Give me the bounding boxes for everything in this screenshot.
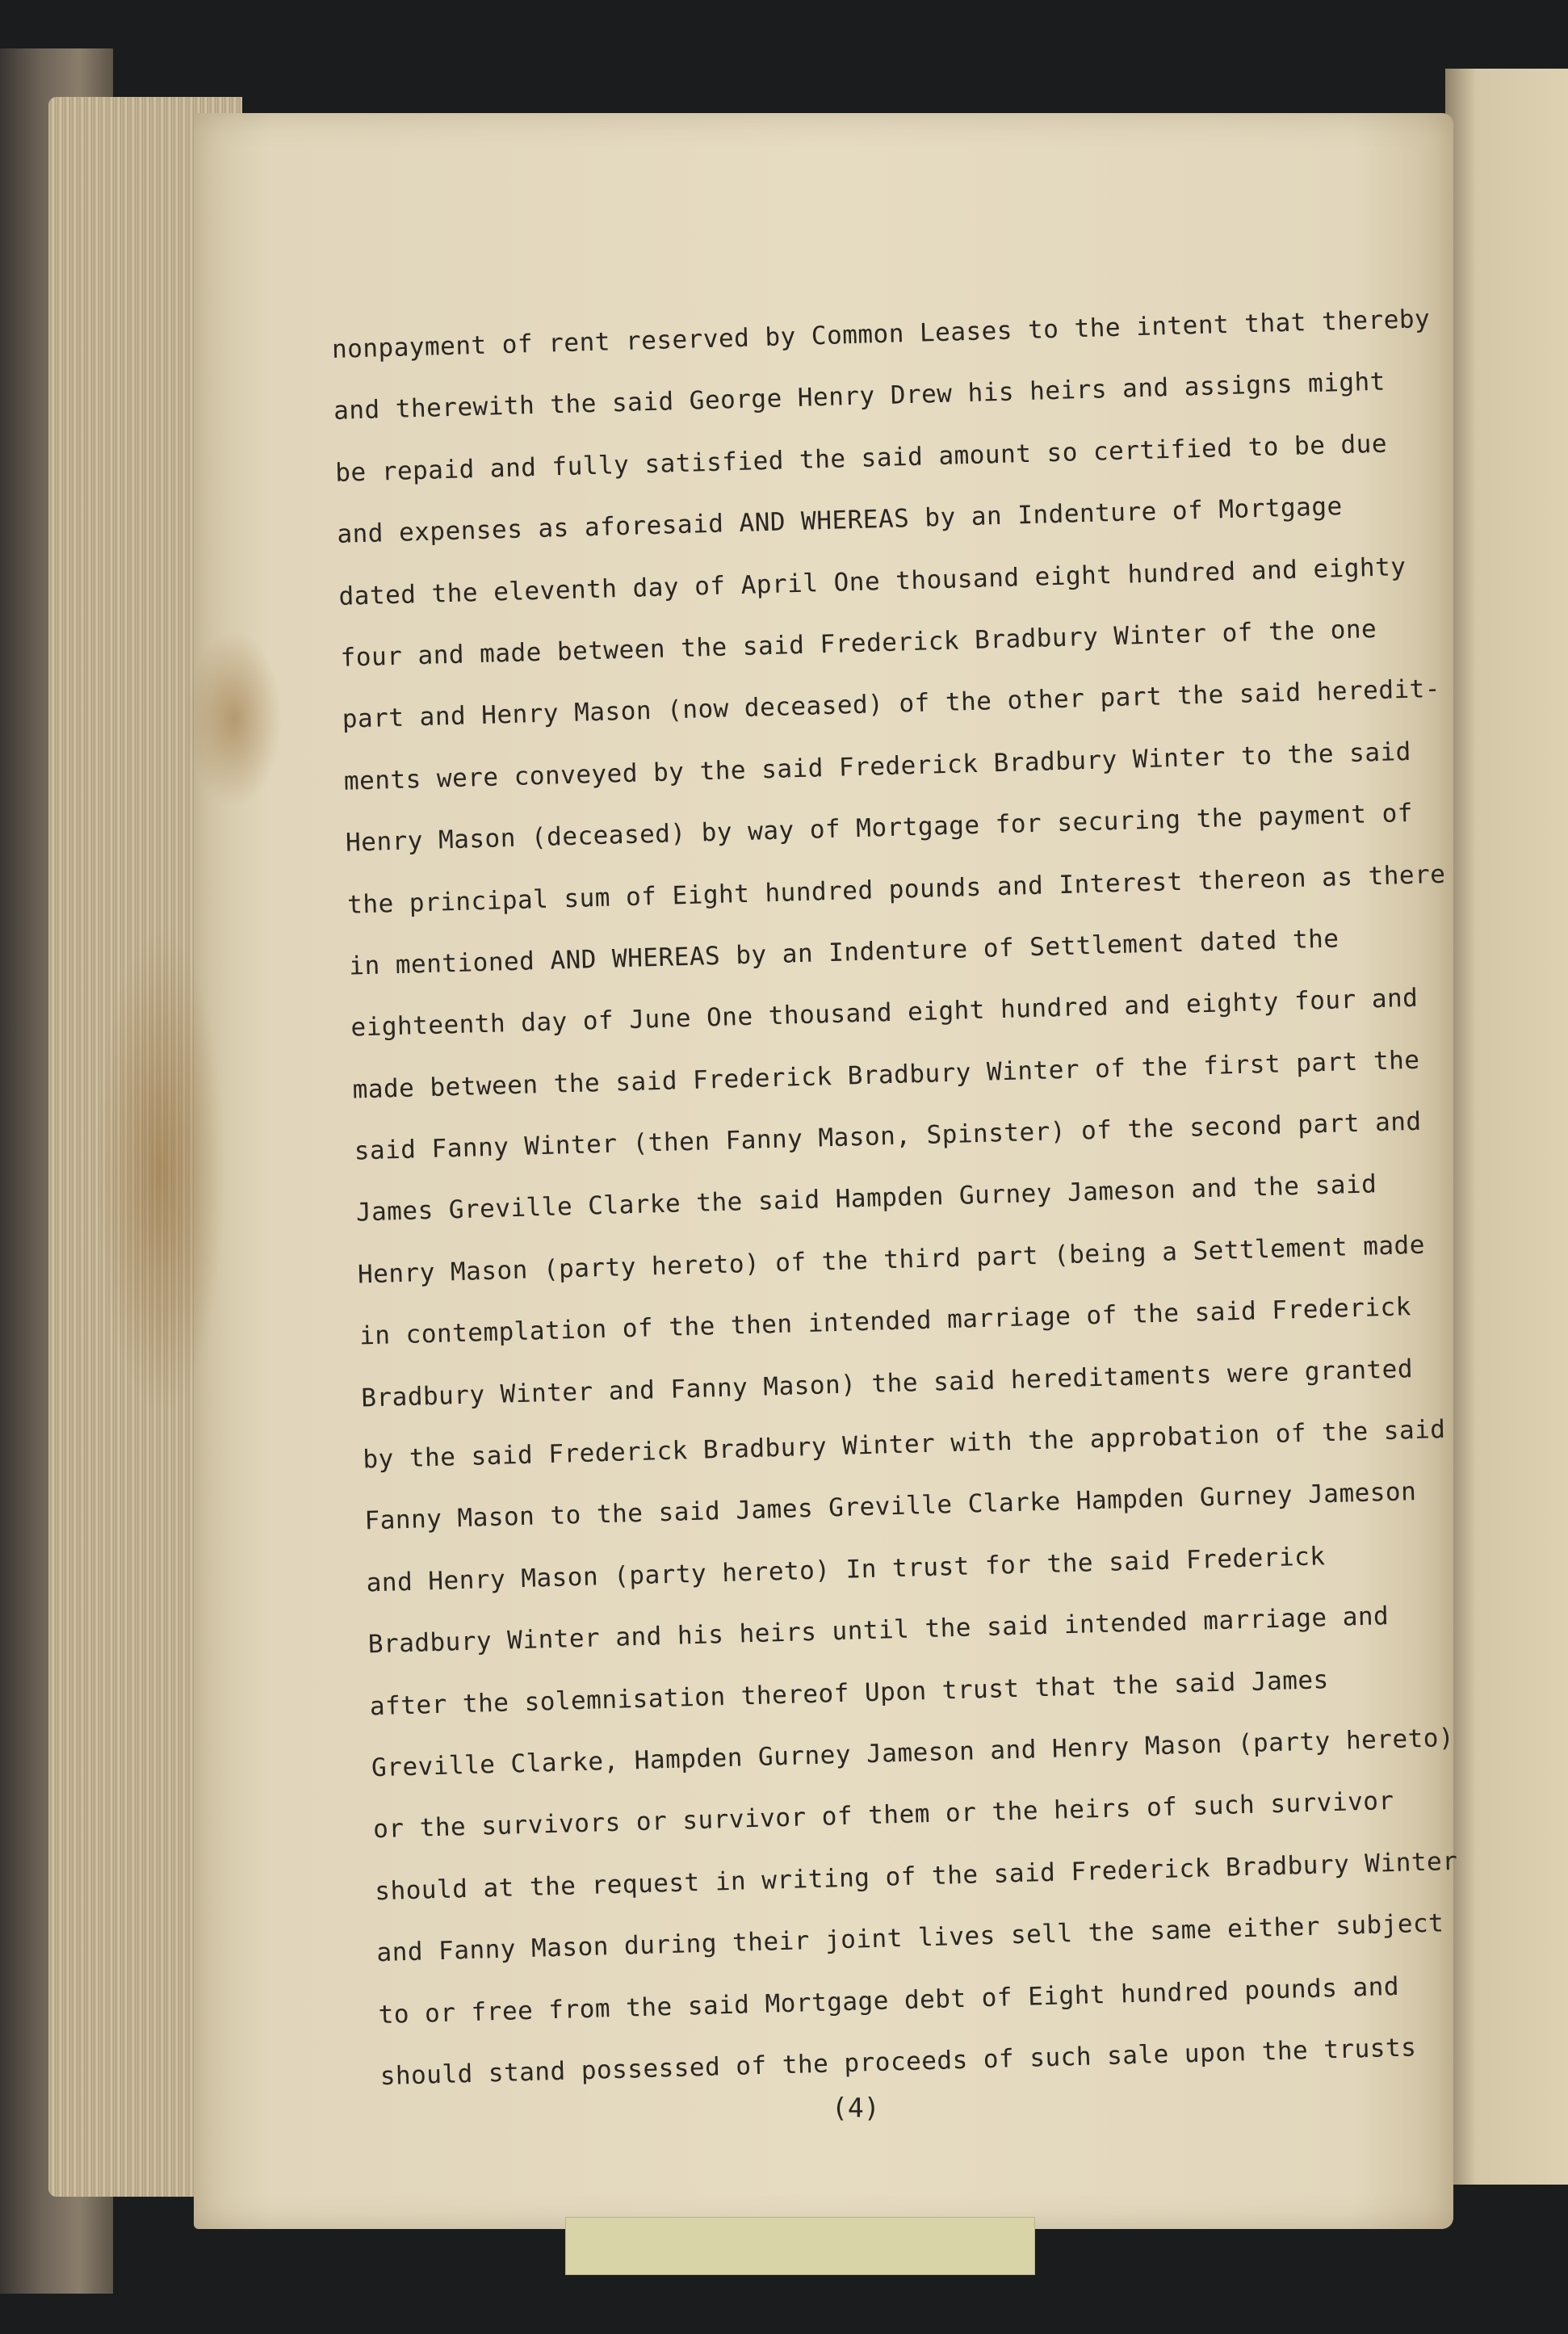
- stain: [97, 929, 226, 1413]
- text-line: be repaid and fully satisfied the said amount so certified to be due: [334, 429, 1388, 488]
- text-line: Henry Mason (party hereto) of the third part (being a Settlement made: [357, 1230, 1426, 1290]
- typed-text-block: [331, 288, 1495, 2107]
- text-line: nonpayment of rent reserved by Common Leases to the intent that thereby: [331, 304, 1431, 364]
- text-line: in mentioned AND WHEREAS by an Indenture of Settlement dated the: [348, 924, 1340, 981]
- text-line: James Greville Clarke the said Hampden Gurney Jameson and the said: [355, 1169, 1377, 1228]
- text-line: and Henry Mason (party hereto) In trust for the said Frederick: [366, 1542, 1326, 1598]
- text-line: after the solemnisation thereof Upon trust that the said James: [369, 1664, 1330, 1721]
- text-line: part and Henry Mason (now deceased) of the other part the said heredit-: [342, 674, 1441, 735]
- paper-tab: [565, 2217, 1035, 2275]
- text-line: said Fanny Winter (then Fanny Mason, Spinster) of the second part and: [354, 1106, 1423, 1166]
- text-line: Bradbury Winter and his heirs until the said intended marriage and: [367, 1601, 1390, 1660]
- text-line: and Fanny Mason during their joint lives sell the same either subject: [376, 1908, 1444, 1968]
- text-line: four and made between the said Frederick Bradbury Winter of the one: [340, 614, 1377, 673]
- text-line: by the said Frederick Bradbury Winter with the approbation of the said: [362, 1415, 1446, 1475]
- text-line: Henry Mason (deceased) by way of Mortgage for securing the payment of: [345, 798, 1414, 858]
- text-line: should at the request in writing of the said Frederick Bradbury Winter: [374, 1846, 1458, 1906]
- text-line: the principal sum of Eight hundred pounds and Interest thereon as there: [346, 859, 1446, 920]
- text-line: to or free from the said Mortgage debt of Eight hundred pounds and: [378, 1971, 1400, 2030]
- stain: [186, 630, 283, 808]
- text-line: Greville Clarke, Hampden Gurney Jameson and Henry Mason (party hereto): [371, 1723, 1455, 1783]
- text-line: Fanny Mason to the said James Greville Clarke Hampden Gurney Jameson: [364, 1477, 1417, 1536]
- text-line: eighteenth day of June One thousand eight hundred and eighty four and: [350, 984, 1419, 1043]
- text-line: dated the eleventh day of April One thousand eight hundred and eighty: [338, 552, 1407, 611]
- text-line: in contemplation of the then intended marriage of the said Frederick: [358, 1292, 1412, 1351]
- text-line: and expenses as aforesaid AND WHEREAS by an Indenture of Mortgage: [336, 492, 1344, 550]
- page-number: (4): [832, 2092, 880, 2123]
- text-line: should stand possessed of the proceeds of such sale upon the trusts: [379, 2033, 1417, 2092]
- text-line: Bradbury Winter and Fanny Mason) the said hereditaments were granted: [360, 1354, 1414, 1413]
- text-line: or the survivors or survivor of them or the heirs of such survivor: [372, 1786, 1395, 1845]
- text-line: ments were conveyed by the said Frederick Bradbury Winter to the said: [343, 737, 1412, 796]
- text-line: made between the said Frederick Bradbury Winter of the first part the: [352, 1045, 1420, 1105]
- text-line: and therewith the said George Henry Drew his heirs and assigns might: [333, 367, 1386, 426]
